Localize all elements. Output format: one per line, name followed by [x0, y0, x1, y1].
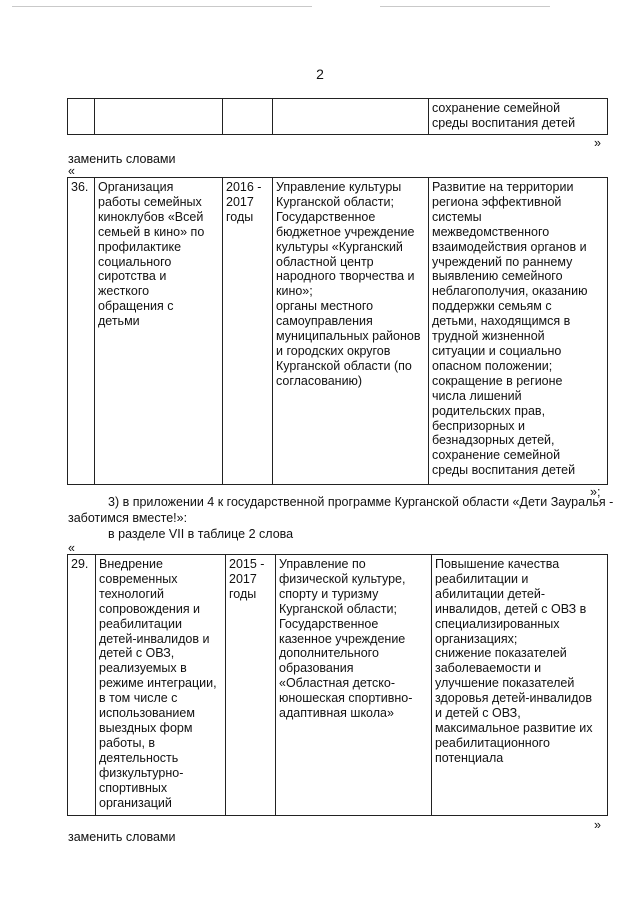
scan-artifact: [12, 6, 312, 7]
cell-name: [96, 555, 226, 816]
replace-with-words-label-2: заменить словами: [68, 830, 176, 844]
years: 2016 - 2017 годы: [226, 180, 262, 224]
cell-result: [429, 99, 608, 135]
measure-name: Организация работы семейных киноклубов «Всей семьей в кино» по профилактике социального сиротства и жесткого обращения с детьми: [98, 180, 205, 329]
cell-name: [95, 99, 223, 135]
cell-years: [223, 178, 273, 485]
result-text: сохранение семейной среды воспитания детей: [432, 101, 576, 130]
measure-name: Внедрение современных технологий сопровождения и реабилитации детей-инвалидов и детей с ОВЗ, реализуемых в режиме интеграции, в том числе с использованием выездных форм работы, в деятельность физкультурно- спортивных организаций: [99, 557, 217, 810]
close-quote-semicolon: »;: [590, 485, 601, 499]
scan-artifact: [380, 6, 550, 7]
row-number: 36.: [71, 180, 89, 194]
cell-result: [429, 178, 608, 485]
table-row-29: [67, 554, 608, 816]
paragraph-3-line-2: заботимся вместе!»:: [68, 511, 188, 525]
cell-executors: [273, 178, 429, 485]
cell-num: [68, 178, 95, 485]
table-row-36: [67, 177, 608, 485]
close-quote: »: [594, 136, 601, 150]
table-top-fragment: [67, 98, 608, 135]
cell-years: [223, 99, 273, 135]
row-number: 29.: [71, 557, 89, 571]
expected-result: Повышение качества реабилитации и абилитации детей- инвалидов, детей с ОВЗ в специализированных организациях; снижение показателей заболеваемости и улучшение показателей здоровья детей-инвалидов и детей с ОВЗ, максимальное развитие их реабилитационного потенциала: [435, 557, 593, 765]
table-row: [68, 555, 608, 816]
page-number: 2: [316, 66, 324, 82]
expected-result: Развитие на территории региона эффективной системы межведомственного взаимодействия органов и учреждений по раннему выявлению семейного неблагополучия, оказанию поддержки семьям с детьми, находящимся в трудной жизненной ситуации и социально опасном положении; сокращение в регионе числа лишений родительских прав, беспризорных и безнадзорных детей, сохранение семейной среды воспитания детей: [432, 180, 588, 478]
close-quote-2: »: [594, 818, 601, 832]
cell-executors: [273, 99, 429, 135]
cell-result: [432, 555, 608, 816]
open-quote-2: «: [68, 541, 75, 555]
cell-years: [226, 555, 276, 816]
cell-executors: [276, 555, 432, 816]
replace-with-words-label: заменить словами: [68, 152, 176, 166]
table-row: [68, 99, 608, 135]
table-row: [68, 178, 608, 485]
executors: Управление культуры Курганской области; Государственное бюджетное учреждение культуры «Курганский областной центр народного творчества и кино»; органы местного самоуправления муниципальных районов и городских округов Курганской области (по согласованию): [276, 180, 421, 388]
cell-name: [95, 178, 223, 485]
cell-num: [68, 555, 96, 816]
open-quote: «: [68, 164, 75, 178]
executors: Управление по физической культуре, спорту и туризму Курганской области; Государственное казенное учреждение дополнительного образования «Областная детско- юношеская спортивно- адаптивная школа»: [279, 557, 413, 721]
section-line: в разделе VII в таблице 2 слова: [108, 527, 294, 541]
cell-num: [68, 99, 95, 135]
years: 2015 - 2017 годы: [229, 557, 265, 601]
paragraph-3-line-1: 3) в приложении 4 к государственной программе Курганской области «Дети Зауралья -: [108, 495, 614, 509]
